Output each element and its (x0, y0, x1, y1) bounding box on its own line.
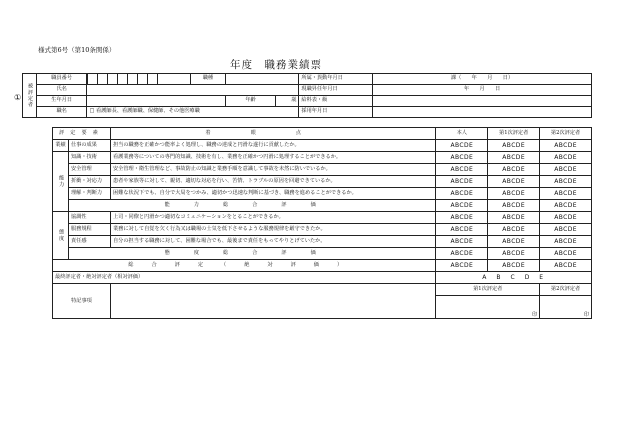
group-ability: 能力 (53, 152, 69, 212)
first-grade[interactable]: ABCDE (488, 224, 540, 236)
item-focus: 患者や家族等に対して、親切、適切な対応を行い、苦情、トラブルの原因を回避できているか。 (110, 176, 435, 188)
current-job-label: 現職昇任年月日 (299, 85, 373, 96)
first-evaluator-seal[interactable]: 印 (436, 296, 540, 319)
second-evaluator-sign-label: 第2次評定者 (540, 284, 592, 296)
final-grade[interactable]: A B C D E (436, 272, 592, 284)
item-label: 協調性 (68, 212, 110, 224)
group-performance: 業績 (53, 140, 69, 152)
first-grade[interactable]: ABCDE (488, 164, 540, 176)
first-evaluator-header: 第1次評定者 (488, 128, 540, 140)
form-number: 様式第6号（第10条関係） (38, 46, 116, 54)
item-label: 責任感 (68, 236, 110, 248)
self-grade[interactable]: ABCDE (436, 164, 488, 176)
position-label: 職種 (191, 74, 226, 85)
self-grade[interactable]: ABCDE (436, 176, 488, 188)
second-grade[interactable]: ABCDE (540, 212, 592, 224)
item-label: 安全管理 (68, 164, 110, 176)
item-focus: 担当の職務を正確かつ能率よく処理し、職務の達成と円滑な遂行に貢献したか。 (110, 140, 435, 152)
document-title: 年度 職務業績票 (230, 59, 322, 71)
first-evaluator-sign-label: 第1次評定者 (436, 284, 540, 296)
item-focus: 看護業務等についての専門的知識、技術を有し、業務を正確かつ円滑に処理することができるか。 (110, 152, 435, 164)
item-focus: 業務に対して自覚を欠く行為又は職場の士気を低下させるような服務規律を厳守できたか。 (110, 224, 435, 236)
first-grade[interactable]: ABCDE (488, 140, 540, 152)
second-grade[interactable]: ABCDE (540, 248, 592, 260)
overall-rating-label: 総合評定（絶対評価） (53, 260, 436, 272)
final-evaluator-label: 最終評定者・絶対評定者（相対評価） (53, 272, 436, 284)
self-grade[interactable]: ABCDE (436, 188, 488, 200)
self-grade[interactable]: ABCDE (436, 248, 488, 260)
item-label: 知識・技術 (68, 152, 110, 164)
first-grade[interactable]: ABCDE (488, 212, 540, 224)
employee-no-boxes[interactable] (87, 74, 191, 85)
second-grade[interactable]: ABCDE (540, 260, 592, 272)
birth-field[interactable] (87, 96, 225, 107)
birth-label: 生年月日 (36, 96, 87, 107)
second-grade[interactable]: ABCDE (540, 152, 592, 164)
name-field[interactable] (87, 85, 299, 96)
second-evaluator-seal[interactable]: 印 (540, 296, 592, 319)
employee-info-table (22, 73, 592, 118)
self-grade[interactable]: ABCDE (436, 260, 488, 272)
remarks-field[interactable] (110, 284, 435, 319)
salary-field[interactable] (373, 96, 592, 107)
item-focus: 自分の担当する職務に対して、困難な場合でも、最後まで責任をもってやりとげていたか。 (110, 236, 435, 248)
group-attitude: 態度 (53, 212, 69, 260)
salary-label: 給料表・級 (299, 96, 373, 107)
item-label: 理解・判断力 (68, 188, 110, 200)
second-grade[interactable]: ABCDE (540, 140, 592, 152)
job-title-options[interactable]: □ 看護師長、看護師職、保健師、その他医療職 (87, 107, 299, 118)
self-grade[interactable]: ABCDE (436, 152, 488, 164)
item-label: 服務規程 (68, 224, 110, 236)
remarks-label: 特記事項 (53, 284, 111, 319)
first-grade[interactable]: ABCDE (488, 152, 540, 164)
age-field[interactable]: 歳 (276, 96, 299, 107)
self-header: 本人 (436, 128, 488, 140)
item-focus: 困難な状況下でも、自分で大局をつかみ、適切かつ迅速な判断に基づき、職務を進めることができるか。 (110, 188, 435, 200)
self-grade[interactable]: ABCDE (436, 200, 488, 212)
evaluatee-label: 被評定者 (23, 74, 37, 118)
position-field[interactable] (225, 74, 299, 85)
current-job-field[interactable]: 年 月 日 (373, 85, 592, 96)
criteria-header: 評定要素 (53, 128, 111, 140)
first-grade[interactable]: ABCDE (488, 260, 540, 272)
dept-label: 所属・異動年月日 (299, 74, 373, 85)
first-grade[interactable]: ABCDE (488, 236, 540, 248)
self-grade[interactable]: ABCDE (436, 224, 488, 236)
second-grade[interactable]: ABCDE (540, 188, 592, 200)
first-grade[interactable]: ABCDE (488, 200, 540, 212)
item-label: 折衝・対応力 (68, 176, 110, 188)
first-grade[interactable]: ABCDE (488, 188, 540, 200)
age-label: 年齢 (225, 96, 276, 107)
second-grade[interactable]: ABCDE (540, 176, 592, 188)
name-label: 氏名 (36, 85, 87, 96)
job-title-label: 職名 (36, 107, 87, 118)
second-grade[interactable]: ABCDE (540, 236, 592, 248)
ability-total-label: 能力総合評価 (68, 200, 435, 212)
second-grade[interactable]: ABCDE (540, 200, 592, 212)
second-grade[interactable]: ABCDE (540, 224, 592, 236)
hire-date-label: 採用年月日 (299, 107, 373, 118)
attitude-total-label: 態度総合評価 (68, 248, 435, 260)
self-grade[interactable]: ABCDE (436, 212, 488, 224)
circle-number: ① (14, 93, 22, 102)
self-grade[interactable]: ABCDE (436, 236, 488, 248)
self-grade[interactable]: ABCDE (436, 140, 488, 152)
employee-no-label: 職員番号 (36, 74, 87, 85)
second-grade[interactable]: ABCDE (540, 164, 592, 176)
hire-date-field[interactable] (373, 107, 592, 118)
item-focus: 上司・同僚と円滑かつ適切なコミュニケーションをとることができるか。 (110, 212, 435, 224)
focus-header: 着眼点 (110, 128, 435, 140)
item-focus: 安全管理・衛生管理など、事故防止の知識と業務手順を意識して事故を未然に防いでいるか。 (110, 164, 435, 176)
first-grade[interactable]: ABCDE (488, 176, 540, 188)
evaluation-table (52, 127, 592, 319)
second-evaluator-header: 第2次評定者 (540, 128, 592, 140)
first-grade[interactable]: ABCDE (488, 248, 540, 260)
dept-field[interactable]: 課（ 年 月 日） (373, 74, 592, 85)
item-label: 仕事の成果 (68, 140, 110, 152)
